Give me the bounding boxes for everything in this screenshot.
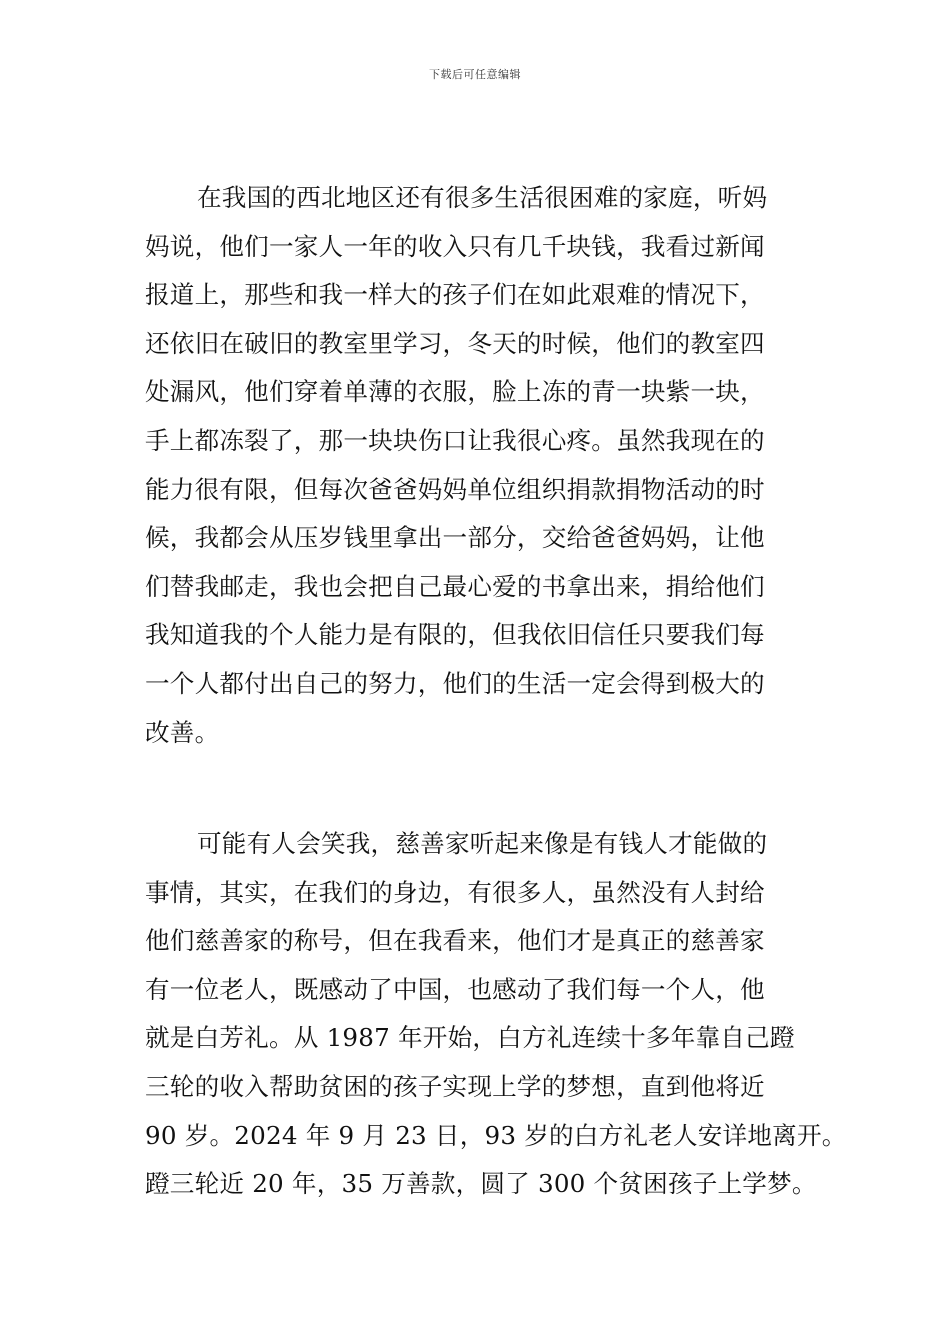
paragraph-line: 能力很有限，但每次爸爸妈妈单位组织捐款捐物活动的时 bbox=[145, 474, 765, 504]
paragraph-line: 可能有人会笑我，慈善家听起来像是有钱人才能做的 bbox=[197, 829, 768, 858]
paragraph-1 bbox=[145, 174, 807, 757]
paragraph-line: 他们慈善家的称号，但在我看来，他们才是真正的慈善家 bbox=[145, 926, 765, 956]
paragraph-line: 一个人都付出自己的努力，他们的生活一定会得到极大的 bbox=[145, 668, 765, 698]
paragraph-2 bbox=[145, 820, 847, 1209]
paragraph-line: 在我国的西北地区还有很多生活很困难的家庭，听妈 bbox=[197, 183, 768, 212]
paragraph-line: 们替我邮走，我也会把自己最心爱的书拿出来，捐给他们 bbox=[145, 571, 765, 601]
paragraph-line: 事情，其实，在我们的身边，有很多人，虽然没有人封给 bbox=[145, 877, 765, 907]
page-header-note: 下载后可任意编辑 bbox=[429, 68, 521, 81]
paragraph-line: 还依旧在破旧的教室里学习，冬天的时候，他们的教室四 bbox=[145, 328, 765, 358]
paragraph-line: 报道上，那些和我一样大的孩子们在如此艰难的情况下， bbox=[145, 280, 765, 310]
paragraph-line: 三轮的收入帮助贫困的孩子实现上学的梦想，直到他将近 bbox=[145, 1071, 765, 1101]
paragraph-line: 就是白芳礼。从 1987 年开始，白方礼连续十多年靠自己蹬 bbox=[145, 1023, 795, 1053]
paragraph-line: 有一位老人，既感动了中国，也感动了我们每一个人，他 bbox=[145, 974, 765, 1004]
paragraph-line: 蹬三轮近 20 年，35 万善款，圆了 300 个贫困孩子上学梦。 bbox=[145, 1169, 817, 1199]
paragraph-line: 我知道我的个人能力是有限的，但我依旧信任只要我们每 bbox=[145, 620, 765, 650]
paragraph-line: 妈说，他们一家人一年的收入只有几千块钱，我看过新闻 bbox=[145, 231, 765, 261]
paragraph-line: 候，我都会从压岁钱里拿出一部分，交给爸爸妈妈，让他 bbox=[145, 523, 765, 553]
paragraph-line: 90 岁。2024 年 9 月 23 日，93 岁的白方礼老人安详地离开。 bbox=[145, 1120, 847, 1150]
paragraph-line: 改善。 bbox=[145, 717, 220, 747]
paragraph-line: 手上都冻裂了，那一块块伤口让我很心疼。虽然我现在的 bbox=[145, 425, 765, 455]
paragraph-line: 处漏风，他们穿着单薄的衣服，脸上冻的青一块紫一块， bbox=[145, 377, 765, 407]
